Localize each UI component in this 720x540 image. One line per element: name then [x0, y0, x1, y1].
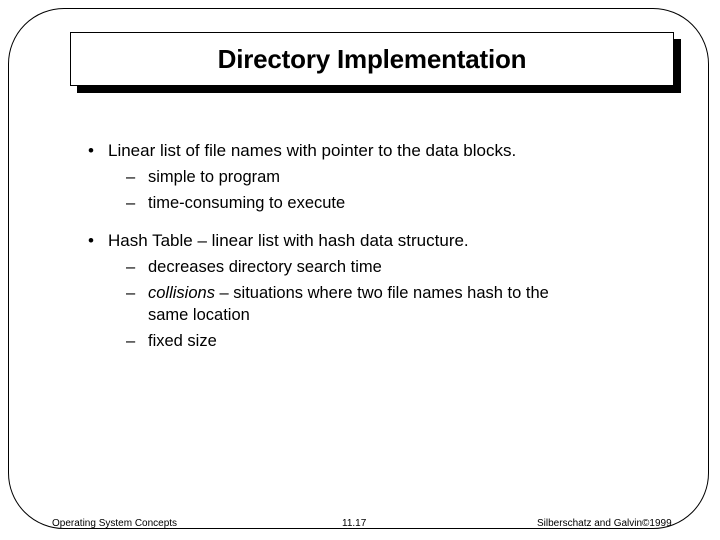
dash-icon: – — [126, 194, 136, 212]
bullet-item — [88, 229, 648, 253]
sub-item-text: – situations where two file names hash to the — [214, 284, 549, 302]
sub-item-text-wrap: same location — [148, 306, 250, 324]
sub-item-italic-term: collisions — [148, 284, 215, 302]
dash-icon: – — [126, 332, 136, 350]
bullet-text: Hash Table – linear list with hash data structure. — [108, 231, 469, 250]
footer-book-title: Operating System Concepts — [52, 518, 178, 529]
footer-page-number: 11.17 — [342, 518, 367, 529]
sub-item — [88, 165, 648, 189]
slide-title: Directory Implementation — [217, 43, 527, 74]
sub-item — [88, 281, 648, 327]
sub-item — [88, 329, 648, 353]
sub-item-text: time-consuming to execute — [148, 194, 346, 212]
dash-icon: – — [126, 258, 136, 276]
sub-item-text: decreases directory search time — [148, 258, 382, 276]
sub-item-text: fixed size — [148, 332, 217, 350]
bullet-icon: • — [88, 231, 94, 250]
slide-content — [88, 139, 648, 353]
dash-icon: – — [126, 168, 136, 186]
bullet-text: Linear list of file names with pointer to the data blocks. — [108, 141, 517, 160]
title-box — [70, 32, 674, 86]
footer-copyright: Silberschatz and Galvin©1999 — [537, 518, 672, 529]
bullet-icon: • — [88, 141, 94, 160]
sub-item-text: simple to program — [148, 168, 281, 186]
bullet-item — [88, 139, 648, 163]
sub-item — [88, 191, 648, 215]
sub-list — [88, 165, 648, 215]
dash-icon: – — [126, 284, 136, 302]
sub-list — [88, 255, 648, 353]
sub-item — [88, 255, 648, 279]
